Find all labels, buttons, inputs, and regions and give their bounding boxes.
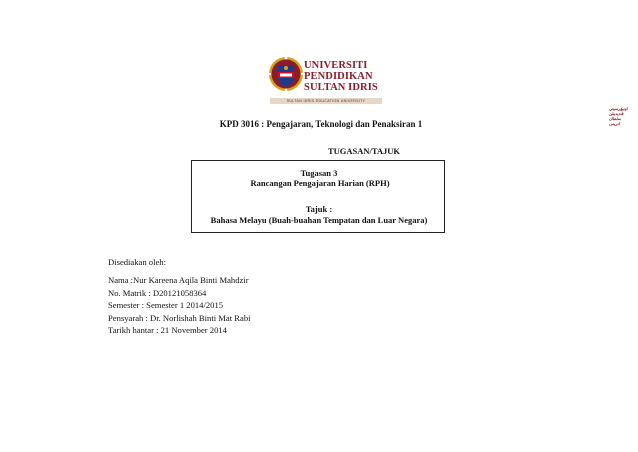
semester: Semester : Semester 1 2014/2015 [108, 300, 224, 310]
university-name-line-2: PENDIDIKAN [304, 71, 373, 82]
task-title: Rancangan Pengajaran Harian (RPH) [250, 178, 390, 188]
university-name-arabic: اونيۏرسيتي ڤنديديقن سلطان ادريس [609, 106, 628, 126]
university-tagline: SULTAN IDRIS EDUCATION UNIVERSITY [270, 98, 382, 104]
task-number: Tugasan 3 [300, 168, 338, 178]
student-details [108, 274, 251, 337]
student-matric-number: No. Matrik : D20121058364 [108, 287, 207, 298]
lecturer: Pensyarah : Dr. Norlishah Binti Mat Rabi [108, 312, 251, 323]
topic-label: Tajuk : [305, 204, 333, 214]
assignment-heading-text: TUGASAN/TAJUK [327, 146, 401, 156]
university-name-line-3: SULTAN IDRIS [304, 82, 378, 93]
topic-value: Bahasa Melayu (Buah-buahan Tempatan dan Luar Negara) [210, 215, 428, 225]
course-title-text: KPD 3016 : Pengajaran, Teknologi dan Penaksiran 1 [219, 119, 423, 129]
course-title [0, 119, 638, 129]
submission-date: Tarikh hantar : 21 November 2014 [108, 325, 227, 335]
university-name-line-1: UNIVERSITI [304, 60, 368, 71]
student-name: Nama :Nur Kareena Aqila Binti Mahdzir [108, 275, 249, 285]
assignment-heading [0, 146, 638, 156]
prepared-by-label: Disediakan oleh: [108, 257, 166, 267]
task-box [191, 160, 445, 233]
